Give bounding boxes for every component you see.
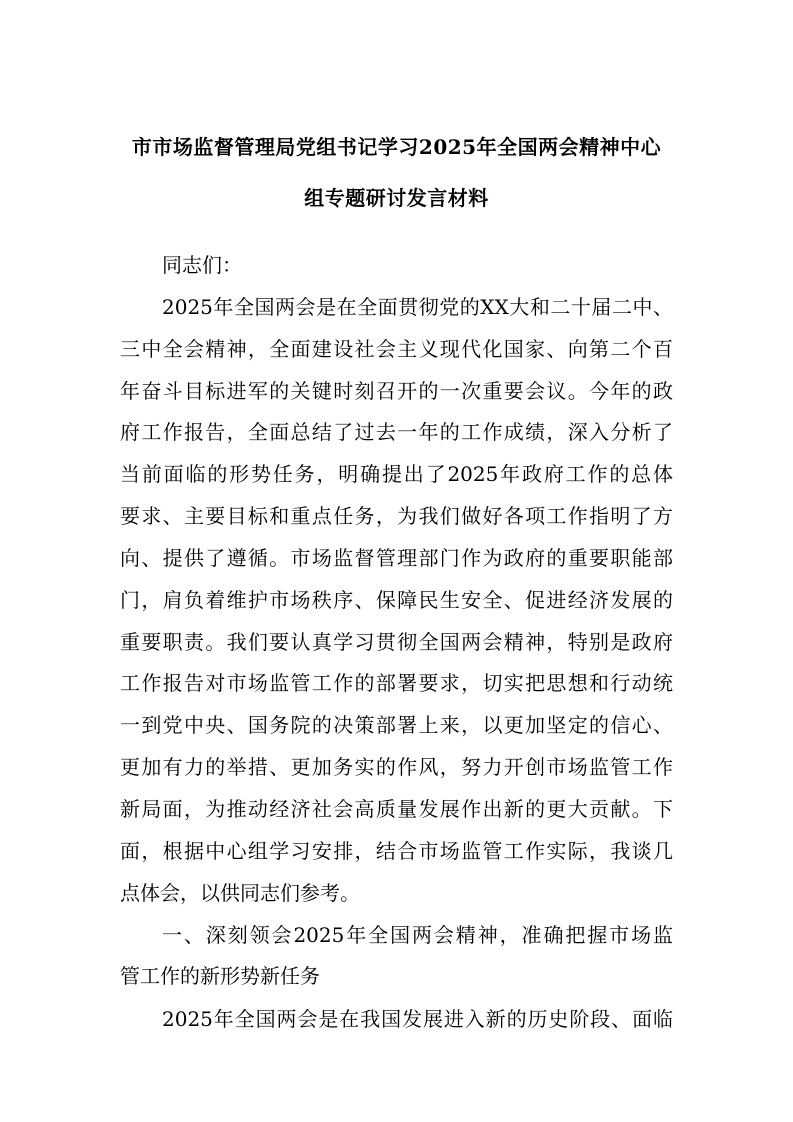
paragraph-line: 当前面临的形势任务，明确提出了2025年政府工作的总体 [120, 462, 673, 486]
document-title-line-2: 组专题研讨发言材料 [304, 186, 489, 210]
paragraph-line: 点体会，以供同志们参考。 [120, 881, 360, 905]
paragraph-line: 一到党中央、国务院的决策部署上来，以更加坚定的信心、 [120, 713, 673, 737]
paragraph-line: 更加有力的举措、更加务实的作风，努力开创市场监管工作 [120, 755, 673, 779]
paragraph-line: 年奋斗目标进军的关键时刻召开的一次重要会议。今年的政 [120, 379, 673, 403]
paragraph-line: 面，根据中心组学习安排，结合市场监管工作实际，我谈几 [120, 839, 673, 863]
paragraph-line: 重要职责。我们要认真学习贯彻全国两会精神，特别是政府 [120, 630, 673, 654]
salutation: 同志们： [162, 253, 242, 277]
section-heading-line: 一、深刻领会2025年全国两会精神，准确把握市场监 [162, 923, 673, 947]
paragraph-line: 新局面，为推动经济社会高质量发展作出新的更大贡献。下 [120, 797, 673, 821]
section-heading-line: 管工作的新形势新任务 [120, 964, 320, 988]
paragraph-line: 门，肩负着维护市场秩序、保障民生安全、促进经济发展的 [120, 588, 673, 612]
document-title-line-1: 市市场监督管理局党组书记学习2025年全国两会精神中心 [131, 135, 662, 159]
paragraph-line: 2025年全国两会是在全面贯彻党的XX大和二十届二中、 [162, 295, 673, 319]
paragraph-line: 府工作报告，全面总结了过去一年的工作成绩，深入分析了 [120, 420, 673, 444]
paragraph-line: 三中全会精神，全面建设社会主义现代化国家、向第二个百 [120, 337, 673, 361]
paragraph-line: 要求、主要目标和重点任务，为我们做好各项工作指明了方 [120, 504, 673, 528]
paragraph-line: 向、提供了遵循。市场监督管理部门作为政府的重要职能部 [120, 546, 673, 570]
paragraph-line: 2025年全国两会是在我国发展进入新的历史阶段、面临 [162, 1007, 673, 1031]
paragraph-line: 工作报告对市场监管工作的部署要求，切实把思想和行动统 [120, 671, 673, 695]
